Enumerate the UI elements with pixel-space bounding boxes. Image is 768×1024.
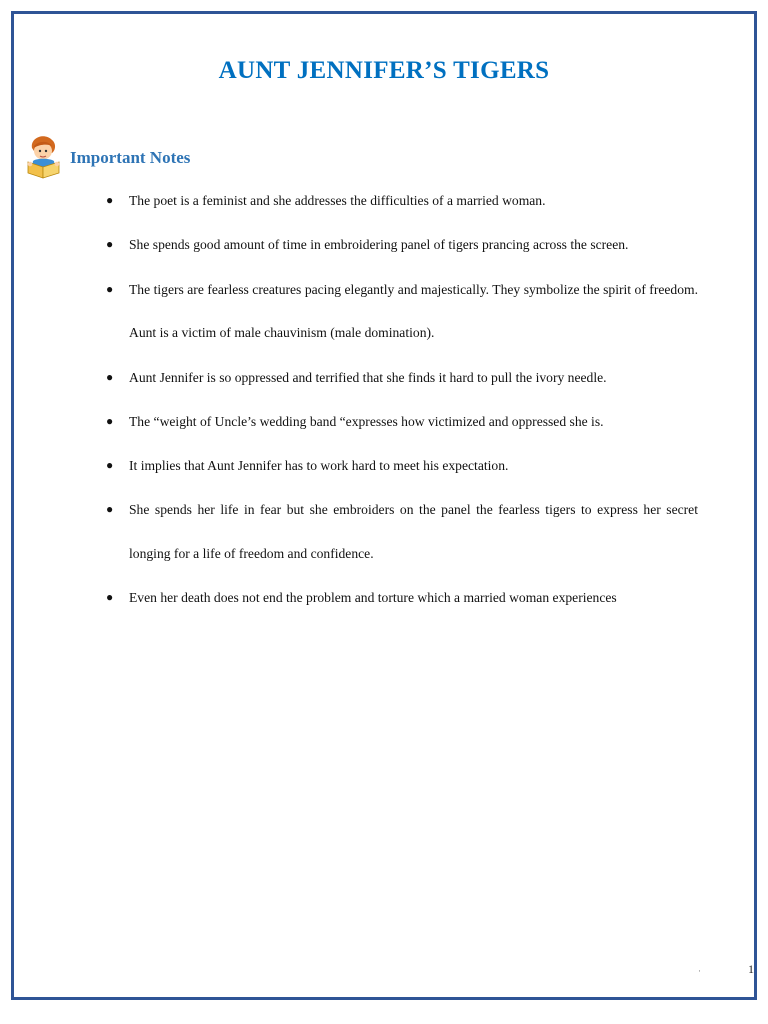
page-number: 1 — [748, 962, 754, 976]
list-item — [106, 488, 698, 575]
notes-list — [106, 186, 698, 628]
reading-boy-icon — [24, 134, 64, 180]
bullet-icon: ● — [106, 414, 114, 428]
bullet-icon: ● — [106, 502, 114, 516]
list-item — [106, 268, 698, 355]
bullet-icon: ● — [106, 458, 114, 472]
page-title: AUNT JENNIFER’S TIGERS — [218, 56, 550, 84]
list-item — [106, 451, 698, 480]
note-text: The “weight of Uncle’s wedding band “expresses how victimized and oppressed she is. — [129, 414, 604, 429]
bullet-icon: ● — [106, 281, 114, 296]
note-text: She spends her life in fear but she embroiders on the panel the fearless tigers to express her secret longing for a life of freedom and confidence. — [129, 502, 698, 561]
list-item — [106, 356, 698, 400]
bullet-icon: ● — [106, 237, 114, 251]
bullet-icon: ● — [106, 193, 114, 207]
section-heading: Important Notes — [70, 148, 191, 167]
bullet-icon: ● — [106, 369, 114, 384]
list-item — [106, 223, 698, 267]
note-text: It implies that Aunt Jennifer has to work hard to meet his expectation. — [129, 458, 509, 473]
footer-dot: · — [698, 966, 701, 976]
bullet-icon: ● — [106, 590, 114, 604]
list-item — [106, 407, 698, 436]
notes-header — [24, 134, 190, 180]
list-item — [106, 186, 698, 215]
note-text: Aunt Jennifer is so oppressed and terrified that she finds it hard to pull the ivory needle. — [129, 369, 607, 385]
note-text: She spends good amount of time in embroidering panel of tigers prancing across the screen. — [129, 237, 629, 252]
note-text: The poet is a feminist and she addresses the difficulties of a married woman. — [129, 193, 546, 208]
note-text: The tigers are fearless creatures pacing elegantly and majestically. They symbolize the spirit of freedom. Aunt is a victim of male chauvinism (male domination). — [129, 281, 698, 340]
list-item — [106, 576, 698, 620]
note-text: Even her death does not end the problem and torture which a married woman experiences — [129, 590, 617, 605]
